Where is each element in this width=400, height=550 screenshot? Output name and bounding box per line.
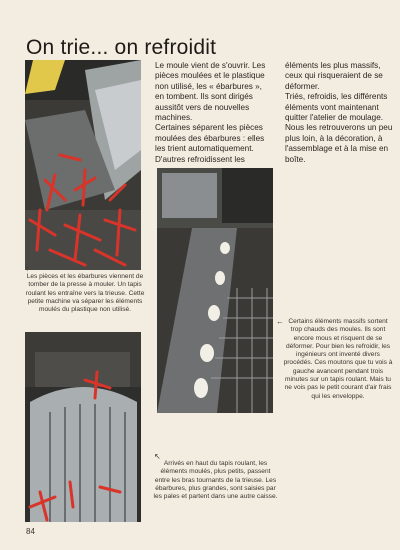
caption-top-left: Les pièces et les ébarbures viennent de tomber de la presse à mouler. Un tapis roulant les entraîne vers la trieuse. Cette petite machine va séparer les éléments moulés du plastique non utilisé. — [25, 273, 145, 314]
body-text-column-2 — [155, 61, 267, 165]
paragraph: éléments les plus massifs, ceux qui risqueraient de se déformer. — [285, 61, 383, 91]
caption-arrow-up-left: ↖ — [154, 452, 161, 461]
paragraph: Certaines séparent les pièces moulées des ébarbures : elles les trient automatiquement. D'autres refroidissent les — [155, 123, 265, 164]
caption-arrow-left: ← — [276, 317, 284, 326]
photo-cooling-conveyor — [157, 168, 273, 413]
paragraph: Triés, refroidis, les différents éléments vont maintenant quitter l'atelier de moulage. Nous les retrouverons un peu plus loin, à la décoration, à l'assemblage et à la mise en boîte. — [285, 92, 393, 164]
page-title: On trie... on refroidit — [26, 36, 217, 60]
page-number: 84 — [26, 527, 35, 536]
photo-conveyor-red-pieces — [25, 60, 141, 270]
caption-middle-right: Certains éléments massifs sortent trop chauds des moules. Ils sont encore mous et risquent de se déformer. Pour bien les refroidir, les ingénieurs ont inventé divers procédés. Ces moutons que tu vois à gauche avancent pendant trois minutes sur un tapis roulant. Mais tu ne vois pas le petit courant d'air frais qui les enveloppe. — [283, 318, 393, 400]
paragraph: Le moule vient de s'ouvrir. Les pièces moulées et le plastique non utilisé, les « ébarbures », en tombent. Ils sont dirigés aussitôt vers de nouvelles machines. — [155, 61, 266, 123]
photo-sorting-machine — [25, 332, 141, 522]
body-text-column-3 — [285, 61, 397, 165]
caption-arrow-up: ↑ — [25, 264, 29, 273]
caption-bottom-middle: Arrivés en haut du tapis roulant, les éléments moulés, plus petits, passent entre les bras tournants de la trieuse. Les ébarbures, plus grandes, sont saisies par les pales et partent dans une autre caisse. — [153, 460, 278, 501]
